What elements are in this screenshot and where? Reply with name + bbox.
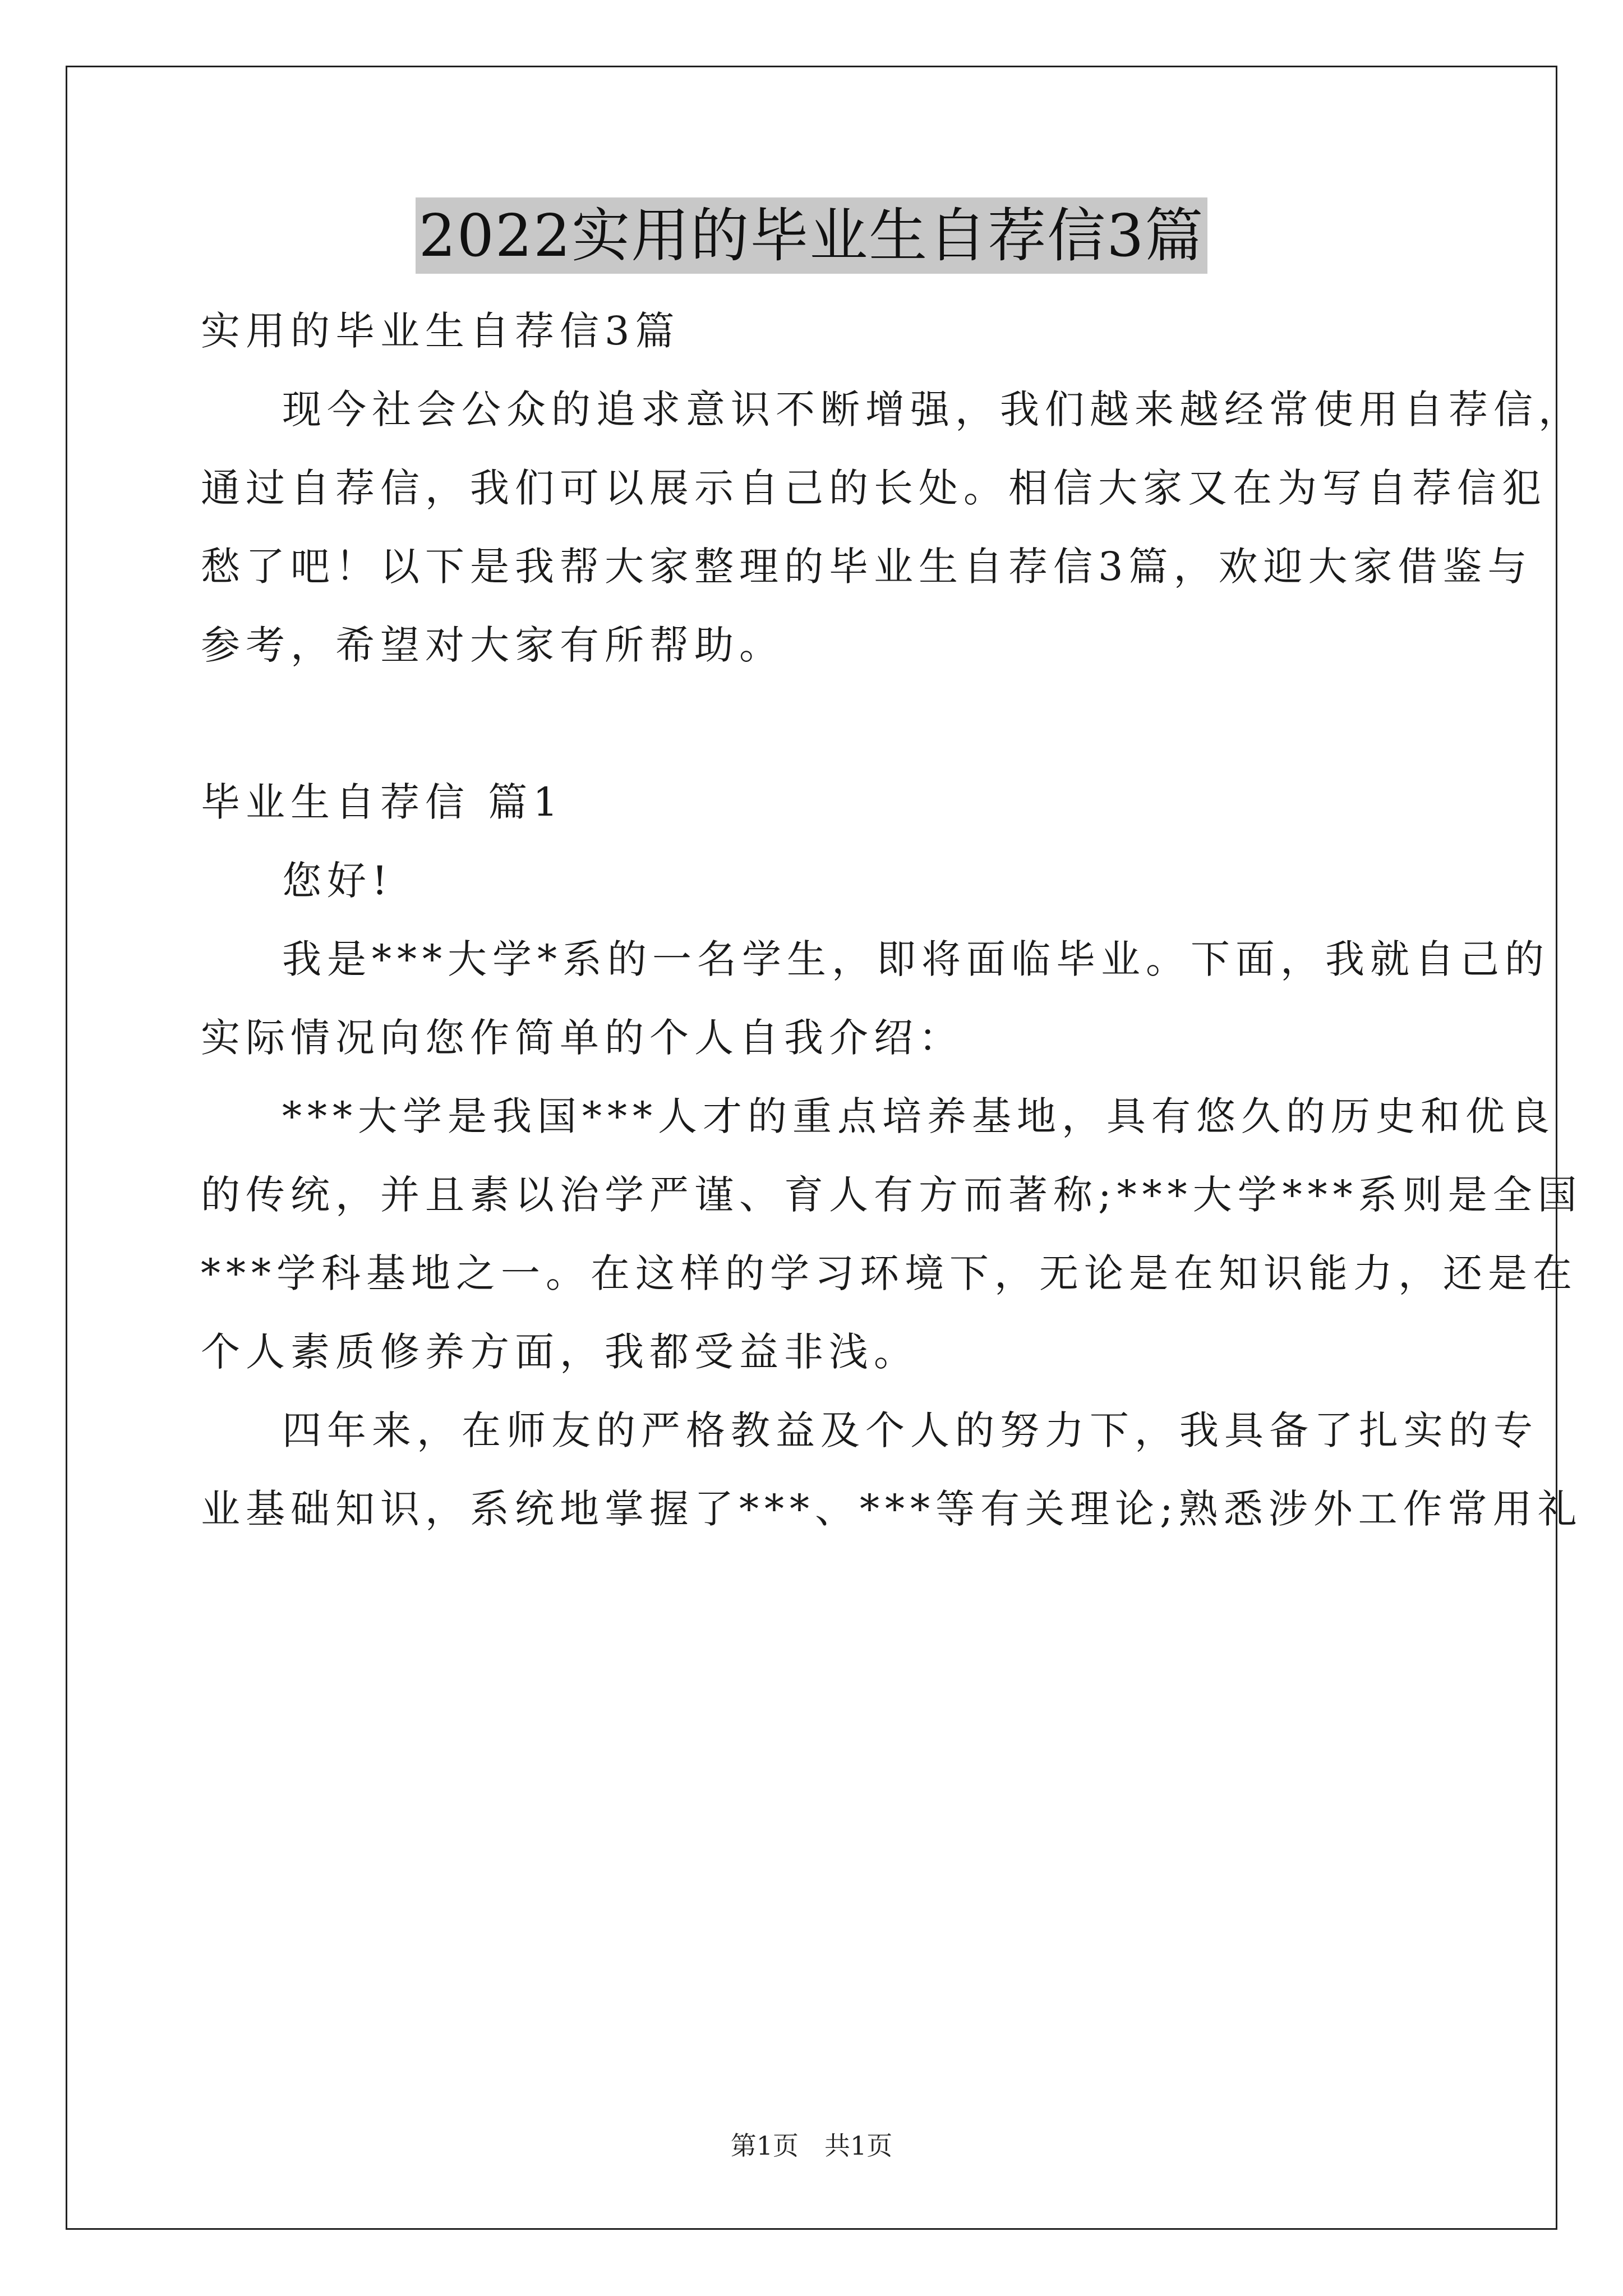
paragraph-line: 业基础知识，系统地掌握了***、***等有关理论;熟悉涉外工作常用礼 bbox=[201, 1486, 1583, 1532]
paragraph-line: ***学科基地之一。在这样的学习环境下，无论是在知识能力，还是在 bbox=[201, 1250, 1578, 1296]
document-title: 2022实用的毕业生自荐信3篇 bbox=[416, 197, 1208, 274]
intro-line: 参考，希望对大家有所帮助。 bbox=[201, 622, 784, 668]
section-spacer bbox=[201, 684, 1437, 763]
paragraph-line: ***大学是我国***人才的重点培养基地，具有悠久的历史和优良 bbox=[282, 1093, 1555, 1139]
paragraph-line: 实际情况向您作简单的个人自我介绍： bbox=[201, 1015, 963, 1061]
intro-line: 愁了吧！以下是我帮大家整理的毕业生自荐信3篇，欢迎大家借鉴与 bbox=[201, 544, 1533, 590]
paragraph-line: 四年来，在师友的严格教益及个人的努力下，我具备了扎实的专 bbox=[282, 1407, 1538, 1453]
intro-line: 通过自荐信，我们可以展示自己的长处。相信大家又在为写自荐信犯 bbox=[201, 465, 1547, 511]
paragraph-line: 的传统，并且素以治学严谨、育人有方而著称;***大学***系则是全国 bbox=[201, 1172, 1583, 1218]
paragraph-line: 个人素质修养方面，我都受益非浅。 bbox=[201, 1329, 919, 1375]
paragraph-line: 我是***大学*系的一名学生，即将面临毕业。下面，我就自己的 bbox=[282, 936, 1550, 982]
document-body bbox=[201, 292, 1583, 1548]
page-number-footer: 第1页 共1页 bbox=[730, 2131, 893, 2161]
section-heading: 毕业生自荐信 篇1 bbox=[201, 779, 564, 825]
title-container bbox=[0, 197, 1623, 274]
intro-line: 现今社会公众的追求意识不断增强，我们越来越经常使用自荐信， bbox=[282, 386, 1583, 432]
document-subtitle: 实用的毕业生自荐信3篇 bbox=[201, 308, 680, 354]
greeting: 您好! bbox=[282, 858, 394, 904]
